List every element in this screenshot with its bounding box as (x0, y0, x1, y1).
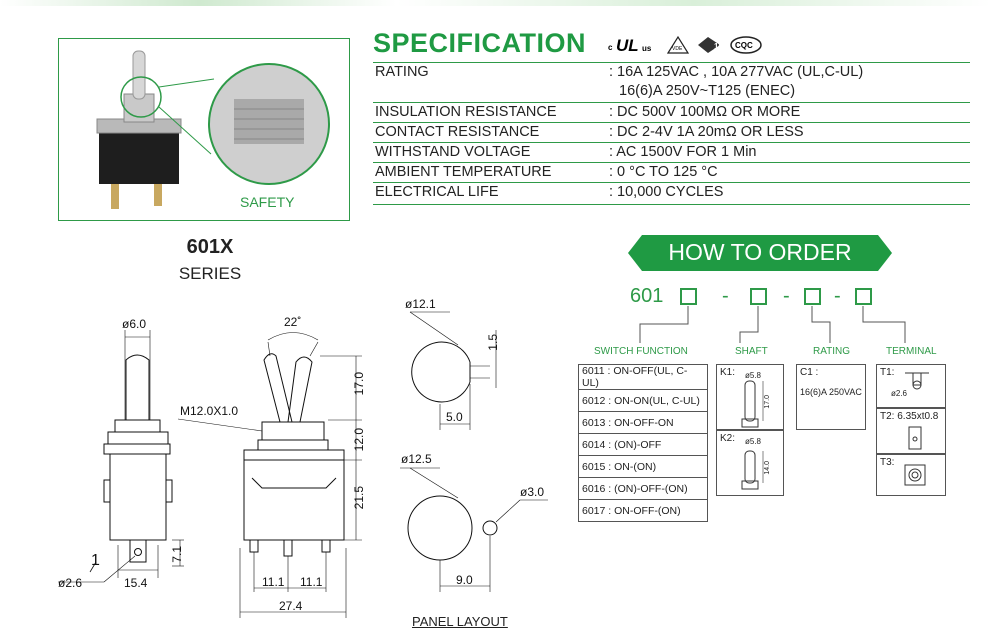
series-label: SERIES (178, 264, 242, 283)
how-to-order-title: HOW TO ORDER (668, 239, 852, 265)
shaft-code: K1: (720, 367, 736, 378)
vde-logo-icon: VDE (672, 46, 683, 52)
dim-panel-w90: 9.0 (456, 573, 473, 587)
cqc-text: CQC (735, 41, 753, 50)
spec-value: : 16A 125VAC , 10A 277VAC (UL,C-UL) (609, 64, 864, 80)
function-cell: 6011 : ON-OFF(UL, C-UL) (579, 365, 708, 390)
dim-panel-d30: ø3.0 (520, 485, 545, 499)
function-cell: 6016 : (ON)-OFF-(ON) (579, 478, 708, 500)
shaft-length: 14.0 (764, 461, 771, 475)
dim-side-w111a: 11.1 (262, 575, 285, 589)
dim-side-h215: 21.5 (352, 486, 366, 510)
function-cell: 6014 : (ON)-OFF (579, 434, 708, 456)
shaft-dia: ø5.8 (745, 437, 762, 446)
terminal-code: T1: (880, 367, 895, 378)
function-cell: 6015 : ON-(ON) (579, 456, 708, 478)
dim-side-h170: 17.0 (352, 372, 366, 396)
spec-value: : 0 °C TO 125 °C (609, 164, 718, 180)
dim-side-h120: 12.0 (352, 428, 366, 452)
rating-value: 16(6)A 250VAC (800, 387, 862, 397)
column-header-switch-function: SWITCH FUNCTION (594, 346, 688, 357)
dim-front-h71: 7.1 (170, 546, 184, 563)
spec-value: : DC 500V 100MΩ OR MORE (609, 104, 801, 120)
terminal-code: T2: 6.35xt0.8 (880, 411, 939, 422)
dim-front-dia26: ø2.6 (58, 576, 83, 590)
panel-layout-title: PANEL LAYOUT (412, 614, 508, 629)
shaft-dia: ø5.8 (745, 371, 762, 380)
order-dash: - (722, 285, 729, 307)
dim-front-one: 1 (91, 552, 100, 569)
dim-side-thread: M12.0X1.0 (180, 404, 239, 418)
dim-front-w154: 15.4 (124, 576, 148, 590)
spec-label: WITHSTAND VOLTAGE (375, 144, 531, 160)
shaft-code: K2: (720, 433, 736, 444)
dim-panel-d125: ø12.5 (401, 452, 432, 466)
spec-label: ELECTRICAL LIFE (375, 184, 499, 200)
spec-value: : DC 2-4V 1A 20mΩ OR LESS (609, 124, 804, 140)
shaft-length: 17.0 (764, 395, 771, 409)
spec-label: AMBIENT TEMPERATURE (375, 164, 552, 180)
spec-value: : AC 1500V FOR 1 Min (609, 144, 757, 160)
function-cell: 6012 : ON-ON(UL, C-UL) (579, 390, 708, 412)
dim-panel-h15: 1.5 (486, 334, 500, 351)
order-code-prefix: 601 (630, 285, 664, 307)
dim-panel-d121: ø12.1 (405, 297, 436, 311)
safety-label: SAFETY (240, 194, 295, 210)
dim-panel-w50: 5.0 (446, 410, 463, 424)
dim-front-dia6: ø6.0 (122, 317, 147, 331)
function-cell: 6013 : ON-OFF-ON (579, 412, 708, 434)
spec-label: RATING (375, 64, 429, 80)
spec-label: INSULATION RESISTANCE (375, 104, 557, 120)
cert-us-mark: us (642, 44, 652, 53)
function-cell: 6017 : ON-OFF-(ON) (579, 500, 708, 522)
spec-label: CONTACT RESISTANCE (375, 124, 540, 140)
dim-side-w111b: 11.1 (300, 575, 323, 589)
series-code: 601X (186, 236, 234, 258)
dim-side-w274: 27.4 (279, 599, 303, 613)
kema-number: 10 (714, 42, 723, 51)
column-header-shaft: SHAFT (735, 346, 768, 357)
order-dash: - (783, 285, 790, 307)
spec-title: SPECIFICATION (373, 28, 587, 58)
terminal-code: T3: (880, 457, 895, 468)
column-header-terminal: TERMINAL (886, 346, 937, 357)
column-header-rating: RATING (813, 346, 851, 357)
terminal-note: ø2.6 (891, 389, 908, 398)
ul-logo-icon: UL (616, 36, 639, 55)
rating-code: C1 : (800, 367, 819, 378)
spec-value: : 10,000 CYCLES (609, 184, 724, 200)
spec-value-2: 16(6)A 250V~T125 (ENEC) (619, 83, 796, 99)
cert-c-mark: c (608, 43, 613, 52)
order-dash: - (834, 285, 841, 307)
front-view (58, 330, 184, 582)
dim-side-angle: 22˚ (284, 315, 302, 329)
